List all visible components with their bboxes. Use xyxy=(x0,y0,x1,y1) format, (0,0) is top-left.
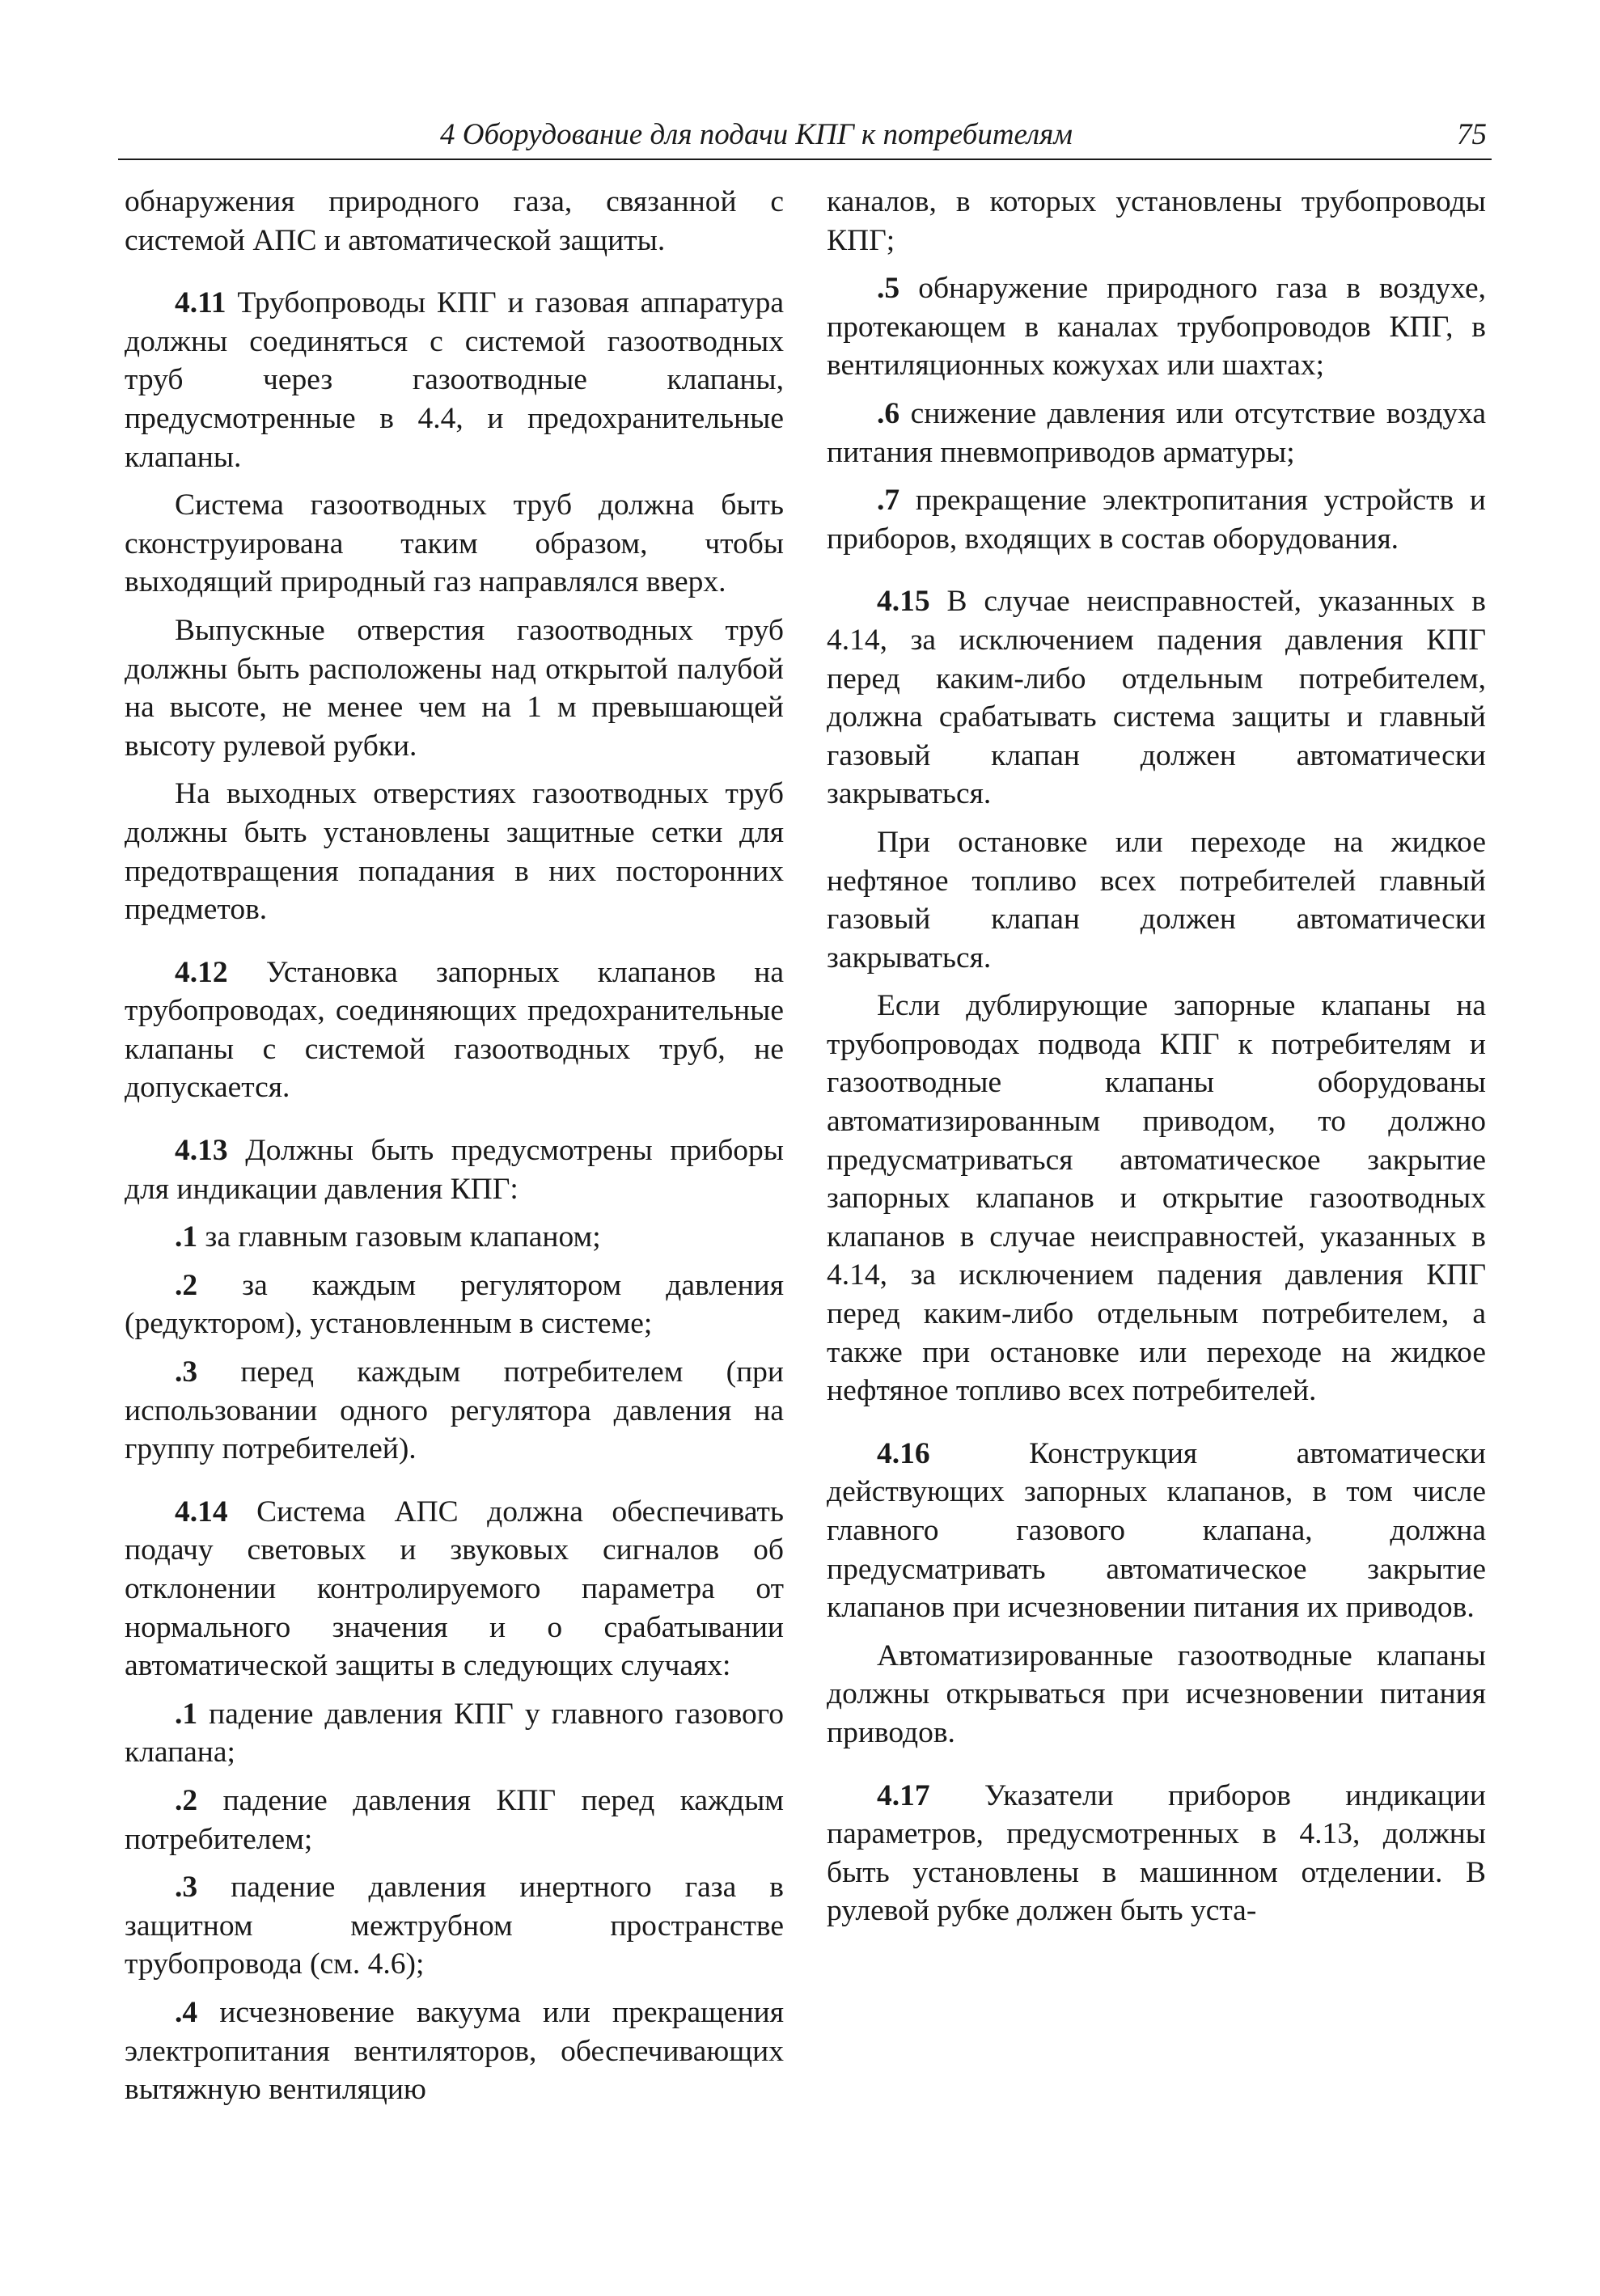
list-item: .3 падение давления инертного газа в защитном межтрубном пространстве трубопровода (см. 4.6); xyxy=(125,1871,784,1981)
list-item: .5 обнаружение природного газа в воздухе, протекающем в каналах трубопроводов КПГ, в вентиляционных кожухах или шахтах; xyxy=(827,272,1486,383)
clause-number: 4.14 xyxy=(175,1495,228,1529)
list-item: .4 исчезновение вакуума или прекращения электропитания вентиляторов, обеспечивающих вытяжную вентиляцию xyxy=(125,1995,784,2107)
paragraph-4-13: 4.13 Должны быть предусмотрены приборы для индикации давления КПГ: xyxy=(125,1134,784,1206)
paragraph-4-11: 4.11 Трубопроводы КПГ и газовая аппаратура должны соединяться с системой газоотводных труб через газоотводные клапаны, предусмотренные в 4.4, и предохранительные клапаны. xyxy=(125,286,784,474)
paragraph-4-14: 4.14 Система АПС должна обеспечивать подачу световых и звуковых сигналов об отклонении контролируемого параметра от нормального значения и о срабатывании автоматической защиты в следующих случаях: xyxy=(125,1495,784,1683)
page-header xyxy=(118,113,1492,160)
item-number: .6 xyxy=(877,396,900,430)
paragraph-4-16: 4.16 Конструкция автоматически действующих запорных клапанов, в том числе главного газового клапана, должна предусматривать автоматическое закрытие клапанов при исчезновении питания их приводов. xyxy=(827,1436,1486,1625)
item-number: .1 xyxy=(175,1220,198,1254)
list-item: .2 падение давления КПГ перед каждым потребителем; xyxy=(125,1783,784,1856)
paragraph-4-17: 4.17 Указатели приборов индикации параметров, предусмотренных в 4.13, должны быть установлены в машинном отделении. В рулевой рубке должен быть уста- xyxy=(827,1778,1486,1928)
item-number: .3 xyxy=(175,1871,198,1905)
running-title: 4 Оборудование для подачи КПГ к потребителям xyxy=(440,118,1073,151)
clause-number: 4.12 xyxy=(175,955,228,989)
item-number: .1 xyxy=(175,1697,198,1731)
page-number: 75 xyxy=(1457,118,1487,151)
paragraph: Система газоотводных труб должна быть сконструирована таким образом, чтобы выходящий природный газ направлялся вверх. xyxy=(125,488,784,599)
item-number: .3 xyxy=(175,1355,198,1389)
item-number: .7 xyxy=(877,484,900,518)
clause-number: 4.17 xyxy=(877,1778,930,1812)
paragraph-4-15: 4.15 В случае неисправностей, указанных в 4.14, за исключением падения давления КПГ перед каким-либо отдельным потребителем, должна срабатывать система защиты и главный газовый клапан должен автоматически закрываться. xyxy=(827,585,1486,811)
item-number: .2 xyxy=(175,1268,198,1302)
right-column xyxy=(827,183,1486,1940)
list-item: .6 снижение давления или отсутствие воздуха питания пневмоприводов арматуры; xyxy=(827,396,1486,469)
item-number: .5 xyxy=(877,272,900,306)
clause-number: 4.16 xyxy=(877,1436,930,1470)
list-item: .1 за главным газовым клапаном; xyxy=(175,1220,601,1254)
paragraph: обнаружения природного газа, связанной с системой АПС и автоматической защиты. xyxy=(125,185,784,257)
paragraph: каналов, в которых установлены трубопроводы КПГ; xyxy=(827,185,1486,257)
item-number: .4 xyxy=(175,1995,198,2029)
list-item: .2 за каждым регулятором давления (редуктором), установленным в системе; xyxy=(125,1268,784,1341)
paragraph: Если дублирующие запорные клапаны на трубопроводах подвода КПГ к потребителям и газоотводные клапаны оборудованы автоматизированным приводом, то должно предусматриваться автоматическое закрытие запорных клапанов и открытие газоотводных клапанов в случае неисправностей, указанных в 4.14, за исключением падения давления КПГ перед каким-либо отдельным потребителем, а также при остановке или переходе на жидкое нефтяное топливо всех потребителей. xyxy=(827,989,1486,1408)
clause-number: 4.11 xyxy=(175,286,226,320)
clause-number: 4.13 xyxy=(175,1134,228,1168)
paragraph: Выпускные отверстия газоотводных труб должны быть расположены над открытой палубой на высоте, не менее чем на 1 м превышающей высоту рулевой рубки. xyxy=(125,613,784,763)
list-item: .3 перед каждым потребителем (при использовании одного регулятора давления на группу потребителей). xyxy=(125,1355,784,1466)
clause-number: 4.15 xyxy=(877,585,930,619)
paragraph: При остановке или переходе на жидкое нефтяное топливо всех потребителей главный газовый клапан должен автоматически закрываться. xyxy=(827,825,1486,975)
left-column xyxy=(125,183,784,2119)
paragraph: Автоматизированные газоотводные клапаны должны открываться при исчезновении питания приводов. xyxy=(827,1638,1486,1749)
list-item: .1 падение давления КПГ у главного газового клапана; xyxy=(125,1697,784,1770)
paragraph-4-12: 4.12 Установка запорных клапанов на трубопроводах, соединяющих предохранительные клапаны с системой газоотводных труб, не допускается. xyxy=(125,955,784,1105)
list-item: .7 прекращение электропитания устройств и приборов, входящих в состав оборудования. xyxy=(827,484,1486,556)
item-number: .2 xyxy=(175,1783,198,1817)
paragraph: На выходных отверстиях газоотводных труб должны быть установлены защитные сетки для предотвращения попадания в них посторонних предметов. xyxy=(125,777,784,927)
